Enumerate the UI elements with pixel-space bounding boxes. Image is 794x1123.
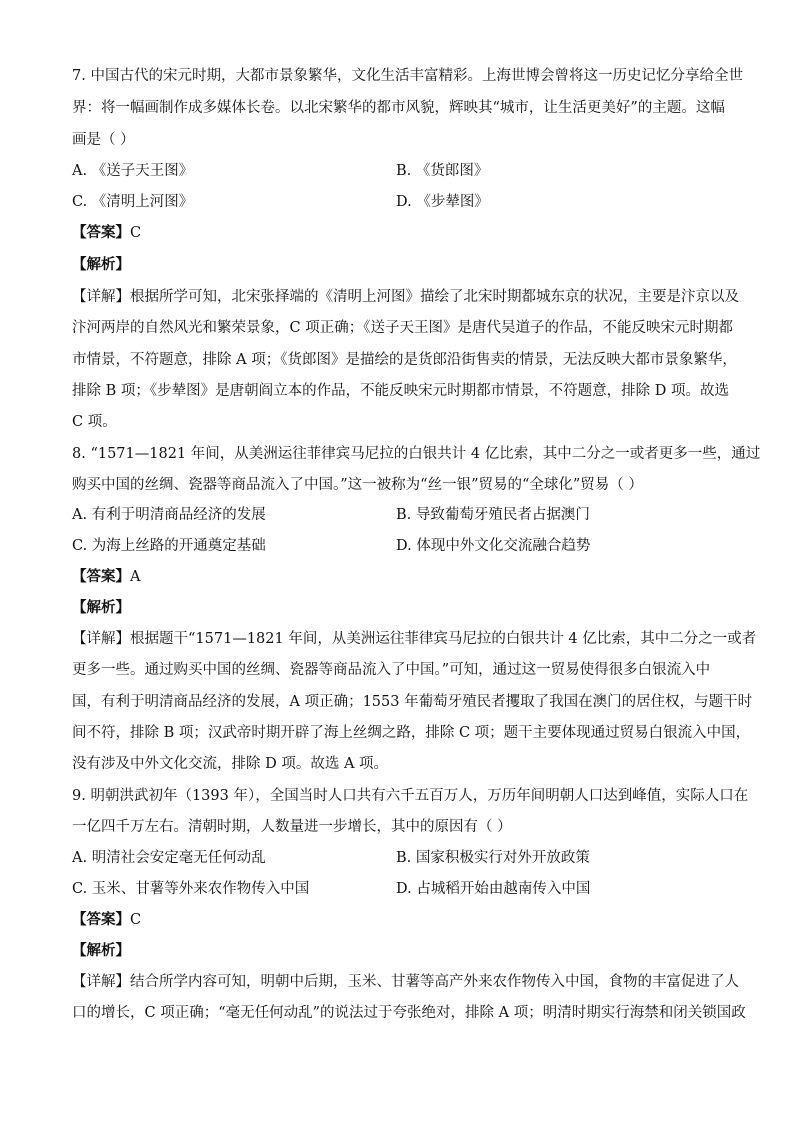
q8-option-c: C. 为海上丝路的开通奠定基础 xyxy=(72,538,266,554)
q7-stem-line-1: 7. 中国古代的宋元时期，大都市景象繁华，文化生活丰富精彩。上海世博会曾将这一历史记忆分享给全世 xyxy=(72,68,743,84)
q8-detail-line-3: 国，有利于明清商品经济的发展，A 项正确；1553 年葡萄牙殖民者攫取了我国在澳门的居住权，与题干时 xyxy=(72,694,753,710)
q9-analysis-tag: 【解析】 xyxy=(72,942,130,959)
q7-stem-line-3: 画是（ ） xyxy=(72,132,135,148)
q9-answer-tag: 【答案】 xyxy=(72,911,130,928)
q8-detail-line-5: 没有涉及中外文化交流，排除 D 项。故选 A 项。 xyxy=(72,756,389,772)
q8-detail-line-2: 更多一些。通过购买中国的丝绸、瓷器等商品流入了中国。”可知，通过这一贸易使得很多白银流入中 xyxy=(72,662,711,678)
q8-answer-value: A xyxy=(130,569,141,585)
q7-detail-line-4: 排除 B 项；《步辇图》是唐朝阎立本的作品，不能反映宋元时期都市情景，不符题意，排除 D 项。故选 xyxy=(72,383,729,399)
q9-detail-line-1: 【详解】结合所学内容可知，明朝中后期，玉米、甘薯等高产外来农作物传入中国，食物的丰富促进了人 xyxy=(72,974,739,990)
q8-stem-line-2: 购买中国的丝绸、瓷器等商品流入了中国。”这一被称为“丝一银”贸易的“全球化”贸易（ ） xyxy=(72,477,643,493)
q7-option-a: A. 《送子天王图》 xyxy=(72,163,194,179)
q8-answer xyxy=(72,567,140,587)
q7-option-d: D. 《步辇图》 xyxy=(396,194,489,210)
q9-option-b: B. 国家积极实行对外开放政策 xyxy=(396,850,590,866)
q8-option-a: A. 有利于明清商品经济的发展 xyxy=(72,507,266,523)
q7-detail-line-1: 【详解】根据所学可知，北宋张择端的《清明上河图》描绘了北宋时期都城东京的状况，主要是汴京以及 xyxy=(72,289,739,305)
q8-option-d: D. 体现中外文化交流融合趋势 xyxy=(396,538,591,554)
q8-analysis-tag: 【解析】 xyxy=(72,599,130,616)
q9-answer-value: C xyxy=(130,912,142,928)
q7-answer-value: C xyxy=(130,225,142,241)
q7-stem-line-2: 界：将一幅画制作成多媒体长卷。以北宋繁华的都市风貌，辉映其“城市，让生活更美好”的主题。这幅 xyxy=(72,100,725,116)
q8-detail-line-4: 间不符，排除 B 项；汉武帝时期开辟了海上丝绸之路，排除 C 项；题干主要体现通过贸易白银流入中国， xyxy=(72,725,751,741)
q7-option-b: B. 《货郎图》 xyxy=(396,163,489,179)
q7-analysis-tag: 【解析】 xyxy=(72,256,130,273)
q8-detail-line-1: 【详解】根据题干“1571—1821 年间，从美洲运往菲律宾马尼拉的白银共计 4 亿比索，其中二分之一或者 xyxy=(72,631,757,647)
q9-option-a: A. 明清社会安定毫无任何动乱 xyxy=(72,850,266,866)
q9-stem-line-1: 9. 明朝洪武初年（1393 年），全国当时人口共有六千五百万人，万历年间明朝人口达到峰值，实际人口在 xyxy=(72,788,749,804)
q7-answer-tag: 【答案】 xyxy=(72,224,130,241)
q9-stem-line-2: 一亿四千万左右。清朝时期，人数量进一步增长，其中的原因有（ ） xyxy=(72,819,512,835)
q7-detail-line-2: 汴河两岸的自然风光和繁荣景象，C 项正确；《送子天王图》是唐代吴道子的作品，不能反映宋元时期都 xyxy=(72,320,733,336)
q7-option-c: C. 《清明上河图》 xyxy=(72,194,194,210)
q7-answer xyxy=(72,223,141,243)
q9-answer xyxy=(72,910,141,930)
q8-answer-tag: 【答案】 xyxy=(72,568,130,585)
q9-detail-line-2: 口的增长，C 项正确；“毫无任何动乱”的说法过于夸张绝对，排除 A 项；明清时期实行海禁和闭关锁国政 xyxy=(72,1005,746,1021)
q9-option-d: D. 占城稻开始由越南传入中国 xyxy=(396,881,591,897)
q7-detail-line-3: 市情景，不符题意，排除 A 项；《货郎图》是描绘的是货郎沿街售卖的情景，无法反映大都市景象繁华， xyxy=(72,352,737,368)
q8-option-b: B. 导致葡萄牙殖民者占据澳门 xyxy=(396,507,590,523)
q8-stem-line-1: 8. “1571—1821 年间，从美洲运往菲律宾马尼拉的白银共计 4 亿比索，其中二分之一或者更多一些，通过 xyxy=(72,446,761,462)
q9-option-c: C. 玉米、甘薯等外来农作物传入中国 xyxy=(72,881,310,897)
q7-detail-line-5: C 项。 xyxy=(72,414,117,430)
